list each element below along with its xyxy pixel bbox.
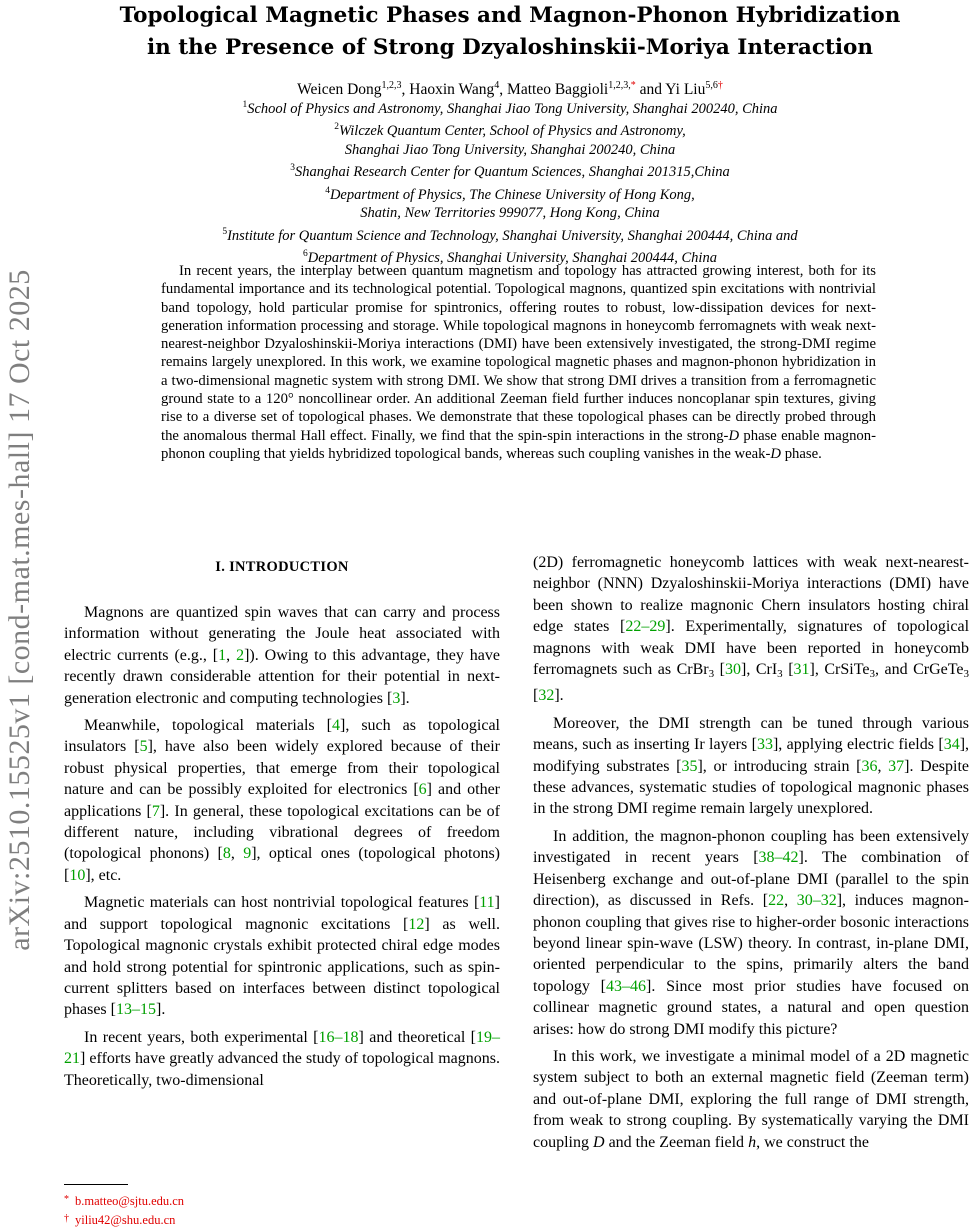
abstract: In recent years, the interplay between quantum magnetism and topology has attracted growing interest, both for its fundamental importance and its technological potential. Topological magnons, quantized spin excitations with nontrivial band topology, hold particular promise for spintronics, offering routes to robust, low-dissipation devices for next-generation information processing and storage. While topological magnons in honeycomb ferromagnets with weak next-nearest-neighbor Dzyaloshinskii-Moriya interactions (DMI) have been extensively investigated, the strong-DMI regime remains largely unexplored. In this work, we examine topological magnetic phases and magnon-phonon hybridization in a two-dimensional magnetic system with strong DMI. We show that strong DMI drives a transition from a ferromagnetic ground state to a 120° noncollinear order. An additional Zeeman field further induces noncoplanar spin textures, giving rise to a diverse set of topological phases. We demonstrate that these topological phases can be directly probed through the anomalous thermal Hall effect. Finally, we find that the spin-spin interactions in the strong-D phase enable magnon-phonon coupling that yields hybridized topological bands, whereas such coupling vanishes in the weak-D phase. [161, 263, 876, 462]
citation-link[interactable]: 8 [222, 845, 231, 863]
citation-link[interactable]: 32 [538, 687, 555, 705]
affiliation: $^3$Shanghai Research Center for Quantum Sciences, Shanghai 201315,China [290, 163, 730, 181]
citation-link[interactable]: 11 [479, 894, 495, 912]
citation-link[interactable]: 13–15 [115, 1001, 156, 1019]
title-line-2: in the Presence of Strong Dzyaloshinskii-Moriya Interaction [146, 35, 874, 60]
citation-link[interactable]: 35 [681, 757, 698, 775]
citation-link[interactable]: 4 [331, 717, 340, 735]
affiliation: $^1$School of Physics and Astronomy, Shanghai Jiao Tong University, Shanghai 200240, China [242, 100, 778, 117]
paragraph: (2D) ferromagnetic honeycomb lattices with weak next-nearest-neighbor (NNN) Dzyaloshinskii-Moriya interactions (DMI) have been shown to realize magnonic Chern insulators hosting chiral edge states [22–29]. Experimentally, signatures of topological magnons with weak DMI have been reported in honeycomb ferromagnets such as CrBr$_3$ [30], CrI$_3$ [31], CrSiTe$_3$, and CrGeTe$_3$ [32]. [533, 554, 970, 705]
affiliation: $^6$Department of Physics, Shanghai University, Shanghai 200444, China [303, 249, 717, 267]
title-line-1: Topological Magnetic Phases and Magnon-Phonon Hybridization [119, 3, 901, 28]
citation-link[interactable]: 30–32 [796, 892, 837, 910]
footnote-divider [64, 1184, 128, 1185]
paper-title [90, 0, 930, 64]
author-list: Weicen Dong$^{1,2,3}$, Haoxin Wang$^4$, Matteo Baggioli$^{1,2,3,*}$ and Yi Liu$^{5,6\dagger}$ [297, 80, 723, 99]
citation-link[interactable]: 38–42 [758, 849, 799, 867]
citation-link[interactable]: 5 [139, 738, 148, 756]
affiliation-cont: Shatin, New Territories 999077, Hong Kong, China [360, 205, 660, 222]
author-conjunction: and [639, 81, 662, 99]
author-affil-sup: 4 [494, 80, 500, 91]
citation-link[interactable]: 36 [861, 757, 878, 775]
paragraph: In recent years, both experimental [16–18] and theoretical [19–21] efforts have greatly advanced the study of topological magnons. Theoretically, two-dimensional [64, 1028, 500, 1089]
paragraph: In this work, we investigate a minimal model of a 2D magnetic system subject to both an external magnetic field (Zeeman term) and out-of-plane DMI, exploring the full range of DMI strength, from weak to strong coupling. By systematically varying the DMI coupling D and the Zeeman field h, we construct the [533, 1047, 969, 1151]
right-column [533, 552, 969, 1159]
citation-link[interactable]: 10 [69, 866, 86, 884]
author-name: Weicen Dong [297, 81, 382, 99]
corresponding-mark[interactable]: † [717, 80, 723, 91]
author-name: Matteo Baggioli [507, 81, 609, 99]
author-name: Haoxin Wang [409, 81, 495, 99]
author-affil-sup: 1,2,3 [381, 80, 402, 91]
email-link[interactable]: yiliu42@shu.edu.cn [75, 1213, 176, 1227]
email-link[interactable]: b.matteo@sjtu.edu.cn [75, 1194, 185, 1208]
affiliation: $^4$Department of Physics, The Chinese University of Hong Kong, [325, 185, 695, 203]
paragraph: Meanwhile, topological materials [4], such as topological insulators [5], have also been widely explored because of their robust physical properties, that emerge from their topological nature and can be possibly exploited for electronics [6] and other applications [7]. In general, these topological excitations can be of different nature, including vibrational degrees of freedom (topological phonons) [8, 9], optical ones (topological photons) [10], etc. [64, 717, 501, 884]
citation-link[interactable]: 12 [408, 915, 425, 933]
citation-link[interactable]: 2 [236, 646, 245, 664]
citation-link[interactable]: 19–21 [64, 1028, 500, 1068]
corresponding-mark[interactable]: * [630, 80, 636, 91]
left-column [64, 602, 500, 1097]
author-affil-sup: 5,6† [705, 80, 723, 91]
section-heading: I. INTRODUCTION [215, 559, 349, 575]
arxiv-id: arXiv:2510.15525v1 [cond-mat.mes-hall] 17 Oct 2025 [3, 269, 36, 951]
author-affil-sup: 1,2,3,* [608, 80, 636, 91]
citation-link[interactable]: 22–29 [625, 618, 666, 636]
footnote: * b.matteo@sjtu.edu.cn [64, 1194, 185, 1208]
citation-link[interactable]: 16–18 [318, 1028, 359, 1046]
arxiv-stamp [0, 200, 40, 1020]
citation-link[interactable]: 9 [243, 845, 252, 863]
paragraph: Magnetic materials can host nontrivial topological features [11] and support topological magnonic excitations [12] as well. Topological magnonic crystals exhibit protected chiral edge modes and hold strong potential for spintronic applications, such as spin-current splitters based on interfaces between distinct topological phases [13–15]. [64, 894, 500, 1019]
paragraph: Moreover, the DMI strength can be tuned through various means, such as inserting Ir layers [33], applying electric fields [34], modifying substrates [35], or introducing strain [36, 37]. Despite these advances, systematic studies of topological magnonic phases in the strong DMI regime remain largely unexplored. [533, 714, 970, 818]
citation-link[interactable]: 43–46 [606, 977, 647, 995]
paragraph: Magnons are quantized spin waves that can carry and process information without generating the Joule heat associated with electric currents (e.g., [1, 2]). Owing to this advantage, they have recently drawn considerable attention for their potential in next-generation electronic and computing technologies [3]. [64, 604, 501, 707]
affiliations [130, 96, 890, 268]
citation-link[interactable]: 30 [724, 661, 741, 679]
citation-link[interactable]: 1 [218, 646, 227, 664]
affiliation: $^5$Institute for Quantum Science and Technology, Shanghai University, Shanghai 200444, China and [222, 226, 798, 244]
citation-link[interactable]: 7 [151, 802, 160, 820]
citation-link[interactable]: 34 [943, 736, 960, 754]
affiliation: $^2$Wilczek Quantum Center, School of Physics and Astronomy, [334, 122, 686, 140]
footnote: † yiliu42@shu.edu.cn [64, 1213, 176, 1227]
citation-link[interactable]: 3 [392, 689, 401, 707]
citation-link[interactable]: 22 [768, 892, 785, 910]
citation-link[interactable]: 37 [888, 757, 905, 775]
author-name: Yi Liu [665, 81, 706, 99]
citation-link[interactable]: 33 [756, 736, 773, 754]
paragraph: In addition, the magnon-phonon coupling has been extensively investigated in recent years [38–42]. The combination of Heisenberg exchange and out-of-plane DMI (parallel to the spin direction), as discussed in Refs. [22, 30–32], induces magnon-phonon coupling that gives rise to higher-order bosonic interactions beyond linear spin-wave (LSW) theory. In contrast, in-plane DMI, oriented perpendicular to the spins, primarily alters the band topology [43–46]. Since most prior studies have focused on collinear magnetic ground states, a natural and open question arises: how do strong DMI modify this picture? [533, 827, 970, 1038]
affiliation-cont: Shanghai Jiao Tong University, Shanghai 200240, China [344, 141, 676, 158]
citation-link[interactable]: 31 [793, 661, 810, 679]
citation-link[interactable]: 6 [418, 781, 427, 799]
footnotes [64, 1191, 484, 1229]
